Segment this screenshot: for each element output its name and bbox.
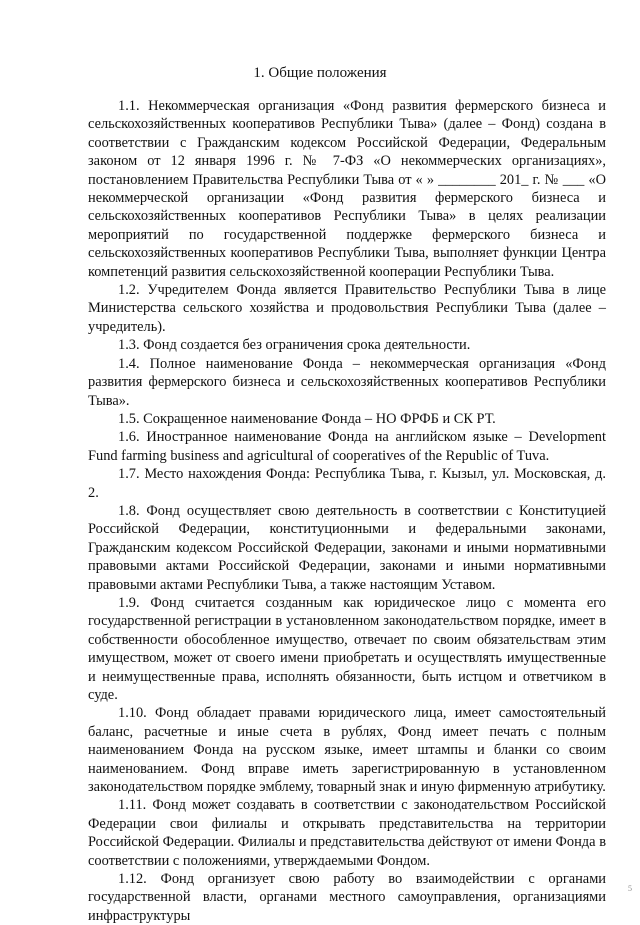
paragraph-1-2: 1.2. Учредителем Фонда является Правительство Республики Тыва в лице Министерства сельского хозяйства и продовольствия Республики Тыва (далее – учредитель).: [88, 282, 606, 335]
page-number: 5: [628, 884, 632, 893]
document-body: [88, 97, 606, 925]
paragraph-1-1: 1.1. Некоммерческая организация «Фонд развития фермерского бизнеса и сельскохозяйственных кооперативов Республики Тыва» (далее – Фонд) создана в соответствии с Гражданским кодексом Российской Федерации, Федеральным законом от 12 января 1996 г. № 7-ФЗ «О некоммерческих организациях», постановлением Правительства Республики Тыва от « » ________ 201_ г. № ___ «О некоммерческой организации «Фонд развития фермерского бизнеса и сельскохозяйственных кооперативов Республики Тыва» в целях реализации мероприятий по государственной поддержке фермерского бизнеса и сельскохозяйственных кооперативов Республики Тыва, выполняет функции Центра компетенций развития сельскохозяйственной кооперации Республики Тыва.: [88, 98, 606, 280]
paragraph-1-11: 1.11. Фонд может создавать в соответствии с законодательством Российской Федерации свои филиалы и открывать представительства на территории Российской Федерации. Филиалы и представительства действуют от имени Фонда в соответствии с положениями, утверждаемыми Фондом.: [88, 797, 606, 869]
paragraph-1-6: 1.6. Иностранное наименование Фонда на английском языке – Development Fund farming business and agricultural of cooperatives of the Republic of Tuva.: [88, 429, 606, 464]
paragraph-1-7: 1.7. Место нахождения Фонда: Республика Тыва, г. Кызыл, ул. Московская, д. 2.: [88, 466, 606, 501]
paragraph-1-3: 1.3. Фонд создается без ограничения срока деятельности.: [118, 337, 471, 354]
paragraph-1-4: 1.4. Полное наименование Фонда – некоммерческая организация «Фонд развития фермерского бизнеса и сельскохозяйственных кооперативов Республики Тыва».: [88, 355, 606, 409]
paragraph-1-12: 1.12. Фонд организует свою работу во взаимодействии с органами государственной власти, органами местного самоуправления, организациями инфраструктуры: [88, 871, 606, 924]
paragraph-1-10: 1.10. Фонд обладает правами юридического лица, имеет самостоятельный баланс, расчетные и иные счета в рублях, Фонд имеет печать с полным наименованием Фонда на русском языке, имеет штампы и бланки со своим наименованием. Фонд вправе иметь зарегистрированную в установленном законодательством порядке эмблему, товарный знак и иную фирменную атрибутику.: [88, 705, 606, 796]
paragraph-1-5: 1.5. Сокращенное наименование Фонда – НО ФРФБ и СК РТ.: [118, 410, 496, 427]
paragraph-1-8: 1.8. Фонд осуществляет свою деятельность в соответствии с Конституцией Российской Федерации, конституционными и федеральными законами, Гражданским кодексом Российской Федерации, законами и иными нормативными правовыми актами Российской Федерации, законами и иными нормативными правовыми актами Республики Тыва, а также настоящим Уставом.: [88, 502, 606, 593]
section-heading: 1. Общие положения: [253, 65, 387, 81]
paragraph-1-9: 1.9. Фонд считается созданным как юридическое лицо с момента его государственной регистрации в установленном законодательством порядке, имеет в собственности обособленное имущество, отвечает по своим обязательствам этим имуществом, может от своего имени приобретать и осуществлять имущественные и неимущественные права, исполнять обязанности, быть истцом и ответчиком в суде.: [88, 594, 606, 703]
